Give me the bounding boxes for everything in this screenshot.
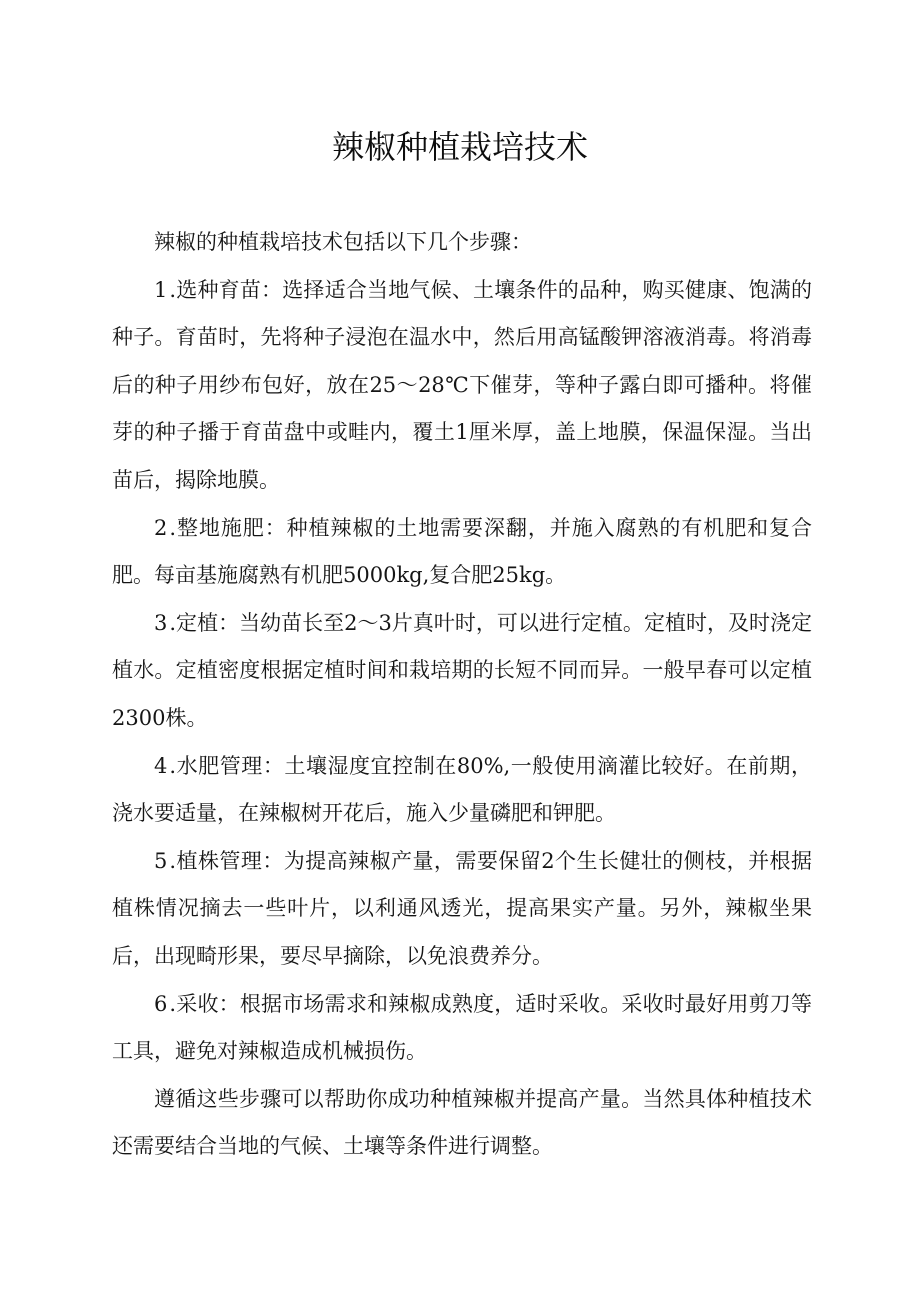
step-text: .定植：当幼苗长至2～3片真叶时，可以进行定植。定植时，及时浇定植水。定植密度根据定植时间和栽培期的长短不同而异。一般早春可以定植2300株。 (112, 610, 812, 730)
step-number: 4 (154, 753, 168, 778)
step-paragraph-4 (112, 743, 812, 838)
intro-paragraph: 辣椒的种植栽培技术包括以下几个步骤： (154, 230, 532, 254)
conclusion-paragraph: 遵循这些步骤可以帮助你成功种植辣椒并提高产量。当然具体种植技术还需要结合当地的气候、土壤等条件进行调整。 (112, 1086, 812, 1159)
step-text: .整地施肥：种植辣椒的土地需要深翻，并施入腐熟的有机肥和复合肥。每亩基施腐熟有机肥5000kg,复合肥25kg。 (112, 515, 812, 588)
step-number: 6 (154, 991, 168, 1016)
step-paragraph-1 (112, 267, 812, 505)
step-paragraph-6 (112, 981, 812, 1076)
step-paragraph-3 (112, 600, 812, 743)
step-paragraph-5 (112, 838, 812, 981)
step-text: .植株管理：为提高辣椒产量，需要保留2个生长健壮的侧枝，并根据植株情况摘去一些叶片，以利通风透光，提高果实产量。另外，辣椒坐果后，出现畸形果，要尽早摘除，以免浪费养分。 (112, 848, 812, 968)
step-number: 3 (154, 610, 168, 635)
step-number: 2 (154, 515, 168, 540)
step-number: 5 (154, 848, 168, 873)
step-paragraph-2 (112, 505, 812, 600)
step-text: .选种育苗：选择适合当地气候、土壤条件的品种，购买健康、饱满的种子。育苗时，先将种子浸泡在温水中，然后用高锰酸钾溶液消毒。将消毒后的种子用纱布包好，放在25～28℃下催芽，等种子露白即可播种。将催芽的种子播于育苗盘中或畦内，覆土1厘米厚，盖上地膜，保温保湿。当出苗后，揭除地膜。 (112, 277, 812, 492)
page-title: 辣椒种植栽培技术 (331, 128, 588, 166)
step-text: .采收：根据市场需求和辣椒成熟度，适时采收。采收时最好用剪刀等工具，避免对辣椒造成机械损伤。 (112, 991, 812, 1064)
document-body (112, 219, 812, 1171)
step-text: .水肥管理：土壤湿度宜控制在80%,一般使用滴灌比较好。在前期，浇水要适量，在辣椒树开花后，施入少量磷肥和钾肥。 (112, 753, 812, 826)
step-number: 1 (154, 277, 168, 302)
